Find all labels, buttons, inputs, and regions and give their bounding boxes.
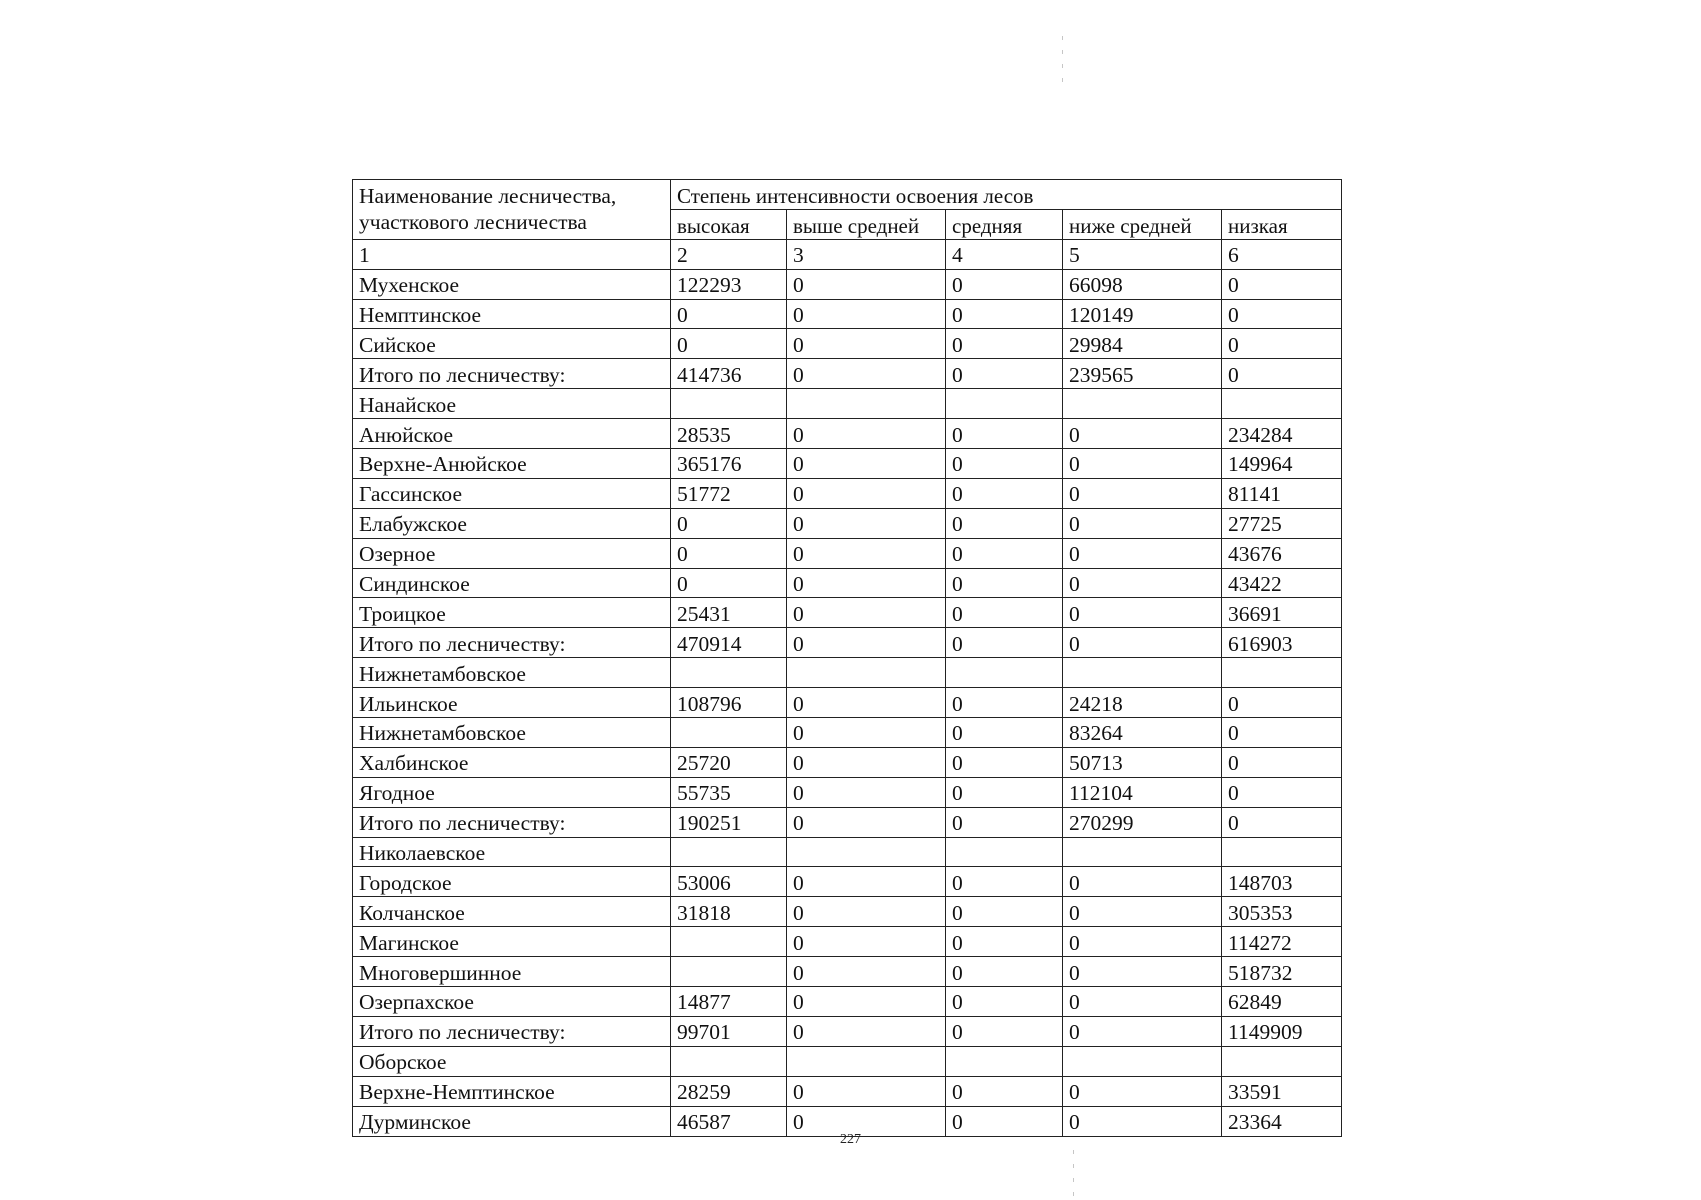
cell-below-average [1063,658,1222,688]
cell-average: 0 [946,478,1063,508]
cell-low: 616903 [1222,628,1342,658]
cell-low: 27725 [1222,508,1342,538]
header-col-high: высокая [671,209,787,239]
column-number: 3 [787,239,946,269]
cell-above-average: 0 [787,777,946,807]
cell-above-average: 0 [787,897,946,927]
header-number-row [353,239,1342,269]
cell-below-average [1063,837,1222,867]
cell-below-average [1063,1046,1222,1076]
table-row [353,568,1342,598]
cell-name: Синдинское [353,568,671,598]
cell-above-average [787,658,946,688]
cell-average: 0 [946,449,1063,479]
table-row [353,598,1342,628]
cell-high: 0 [671,508,787,538]
cell-above-average: 0 [787,538,946,568]
cell-above-average: 0 [787,419,946,449]
forestry-table-container [352,179,1341,1137]
cell-average: 0 [946,269,1063,299]
cell-above-average: 0 [787,628,946,658]
cell-name: Ягодное [353,777,671,807]
cell-above-average: 0 [787,269,946,299]
cell-high: 55735 [671,777,787,807]
cell-low [1222,1046,1342,1076]
cell-average: 0 [946,628,1063,658]
cell-name: Озерпахское [353,987,671,1017]
cell-below-average: 112104 [1063,777,1222,807]
table-row [353,867,1342,897]
cell-average: 0 [946,329,1063,359]
cell-above-average: 0 [787,568,946,598]
header-col-average: средняя [946,209,1063,239]
header-name-column: Наименование лесничества, участкового лесничества [353,180,671,240]
header-col-low: низкая [1222,209,1342,239]
cell-high: 31818 [671,897,787,927]
cell-average: 0 [946,299,1063,329]
cell-average: 0 [946,538,1063,568]
cell-average: 0 [946,747,1063,777]
cell-high [671,389,787,419]
table-row [353,718,1342,748]
cell-above-average: 0 [787,299,946,329]
cell-above-average: 0 [787,867,946,897]
cell-below-average: 0 [1063,419,1222,449]
cell-high [671,927,787,957]
cell-average: 0 [946,957,1063,987]
table-row [353,538,1342,568]
cell-below-average: 0 [1063,478,1222,508]
table-row [353,927,1342,957]
cell-high: 28259 [671,1076,787,1106]
cell-average: 0 [946,867,1063,897]
table-row [353,1076,1342,1106]
cell-above-average: 0 [787,987,946,1017]
cell-low: 0 [1222,747,1342,777]
cell-low [1222,837,1342,867]
cell-high: 0 [671,538,787,568]
page-number: 227 [840,1132,861,1147]
cell-name: Николаевское [353,837,671,867]
cell-above-average: 0 [787,688,946,718]
cell-low: 0 [1222,269,1342,299]
table-row [353,1046,1342,1076]
cell-average: 0 [946,568,1063,598]
cell-name: Елабужское [353,508,671,538]
column-number: 6 [1222,239,1342,269]
cell-name: Сийское [353,329,671,359]
cell-high: 25431 [671,598,787,628]
cell-name: Ильинское [353,688,671,718]
table-row [353,777,1342,807]
cell-low [1222,389,1342,419]
cell-name: Колчанское [353,897,671,927]
cell-low: 0 [1222,329,1342,359]
table-row [353,269,1342,299]
table-row [353,747,1342,777]
cell-below-average: 0 [1063,628,1222,658]
cell-low [1222,658,1342,688]
header-col-below-average: ниже средней [1063,209,1222,239]
table-row [353,329,1342,359]
table-row [353,987,1342,1017]
table-row [353,897,1342,927]
cell-below-average: 120149 [1063,299,1222,329]
cell-name: Нижнетамбовское [353,658,671,688]
cell-name: Мухенское [353,269,671,299]
table-row [353,1016,1342,1046]
cell-low: 148703 [1222,867,1342,897]
cell-low: 43422 [1222,568,1342,598]
cell-high: 108796 [671,688,787,718]
cell-average: 0 [946,987,1063,1017]
cell-above-average: 0 [787,807,946,837]
cell-below-average: 29984 [1063,329,1222,359]
cell-high: 0 [671,299,787,329]
header-col-above-average: выше средней [787,209,946,239]
cell-high: 122293 [671,269,787,299]
table-row [353,478,1342,508]
cell-above-average [787,1046,946,1076]
cell-high: 14877 [671,987,787,1017]
cell-high [671,837,787,867]
cell-above-average: 0 [787,329,946,359]
cell-average: 0 [946,1076,1063,1106]
cell-above-average: 0 [787,508,946,538]
cell-high: 25720 [671,747,787,777]
scan-artifact [1073,1150,1074,1200]
table-row [353,837,1342,867]
cell-above-average [787,837,946,867]
cell-low: 33591 [1222,1076,1342,1106]
cell-high [671,658,787,688]
cell-below-average: 0 [1063,897,1222,927]
cell-average [946,837,1063,867]
cell-name: Нанайское [353,389,671,419]
cell-below-average: 0 [1063,1076,1222,1106]
cell-below-average: 0 [1063,449,1222,479]
cell-above-average: 0 [787,957,946,987]
cell-below-average: 0 [1063,598,1222,628]
cell-below-average: 50713 [1063,747,1222,777]
cell-above-average: 0 [787,359,946,389]
cell-high: 190251 [671,807,787,837]
scan-artifact [1062,36,1063,86]
cell-high: 365176 [671,449,787,479]
cell-below-average: 83264 [1063,718,1222,748]
cell-below-average: 66098 [1063,269,1222,299]
cell-average: 0 [946,688,1063,718]
cell-name: Анюйское [353,419,671,449]
cell-below-average: 0 [1063,1016,1222,1046]
table-row [353,299,1342,329]
table-body [353,180,1342,1137]
cell-low: 81141 [1222,478,1342,508]
cell-name: Многовершинное [353,957,671,987]
cell-below-average: 24218 [1063,688,1222,718]
cell-name: Итого по лесничеству: [353,1016,671,1046]
cell-high [671,718,787,748]
cell-above-average: 0 [787,747,946,777]
cell-name: Верхне-Анюйское [353,449,671,479]
cell-below-average: 0 [1063,508,1222,538]
cell-low: 0 [1222,718,1342,748]
cell-average [946,1046,1063,1076]
cell-low: 0 [1222,807,1342,837]
table-row [353,957,1342,987]
cell-below-average: 0 [1063,987,1222,1017]
cell-below-average: 270299 [1063,807,1222,837]
cell-low: 0 [1222,777,1342,807]
cell-below-average: 0 [1063,957,1222,987]
cell-low: 234284 [1222,419,1342,449]
cell-above-average [787,389,946,419]
cell-above-average: 0 [787,1106,946,1136]
cell-high: 99701 [671,1016,787,1046]
cell-below-average [1063,389,1222,419]
cell-average: 0 [946,419,1063,449]
column-number: 1 [353,239,671,269]
cell-below-average: 0 [1063,867,1222,897]
cell-low: 149964 [1222,449,1342,479]
cell-name: Троицкое [353,598,671,628]
cell-average: 0 [946,807,1063,837]
table-row [353,359,1342,389]
cell-low: 36691 [1222,598,1342,628]
cell-name: Немптинское [353,299,671,329]
cell-high: 51772 [671,478,787,508]
cell-low: 0 [1222,299,1342,329]
cell-name: Итого по лесничеству: [353,807,671,837]
cell-high: 28535 [671,419,787,449]
cell-high: 414736 [671,359,787,389]
column-number: 5 [1063,239,1222,269]
cell-high: 470914 [671,628,787,658]
cell-above-average: 0 [787,718,946,748]
cell-high: 46587 [671,1106,787,1136]
cell-below-average: 239565 [1063,359,1222,389]
cell-low: 305353 [1222,897,1342,927]
cell-average: 0 [946,777,1063,807]
table-row [353,807,1342,837]
cell-average: 0 [946,927,1063,957]
cell-high: 53006 [671,867,787,897]
cell-high [671,957,787,987]
cell-below-average: 0 [1063,927,1222,957]
cell-low: 518732 [1222,957,1342,987]
cell-below-average: 0 [1063,568,1222,598]
table-row [353,508,1342,538]
table-row [353,658,1342,688]
header-group-intensity: Степень интенсивности освоения лесов [671,180,1342,210]
forest-intensity-table [352,179,1342,1137]
cell-low: 43676 [1222,538,1342,568]
cell-name: Городское [353,867,671,897]
cell-average: 0 [946,359,1063,389]
cell-below-average: 0 [1063,1106,1222,1136]
cell-average: 0 [946,897,1063,927]
cell-high: 0 [671,568,787,598]
cell-name: Халбинское [353,747,671,777]
cell-above-average: 0 [787,927,946,957]
cell-average: 0 [946,718,1063,748]
cell-high [671,1046,787,1076]
cell-low: 114272 [1222,927,1342,957]
cell-average: 0 [946,1016,1063,1046]
table-row [353,389,1342,419]
cell-above-average: 0 [787,598,946,628]
cell-name: Дурминское [353,1106,671,1136]
table-row [353,419,1342,449]
header-row-1 [353,180,1342,210]
cell-below-average: 0 [1063,538,1222,568]
table-row [353,628,1342,658]
cell-name: Озерное [353,538,671,568]
cell-name: Итого по лесничеству: [353,359,671,389]
cell-average: 0 [946,508,1063,538]
cell-name: Оборское [353,1046,671,1076]
cell-low: 62849 [1222,987,1342,1017]
cell-name: Нижнетамбовское [353,718,671,748]
table-row [353,688,1342,718]
cell-low: 0 [1222,359,1342,389]
cell-average: 0 [946,598,1063,628]
cell-name: Верхне-Немптинское [353,1076,671,1106]
cell-name: Магинское [353,927,671,957]
cell-low: 0 [1222,688,1342,718]
cell-average [946,389,1063,419]
cell-name: Гассинское [353,478,671,508]
cell-above-average: 0 [787,1016,946,1046]
cell-above-average: 0 [787,449,946,479]
cell-above-average: 0 [787,1076,946,1106]
table-row [353,449,1342,479]
cell-average [946,658,1063,688]
cell-low: 1149909 [1222,1016,1342,1046]
cell-average: 0 [946,1106,1063,1136]
cell-above-average: 0 [787,478,946,508]
column-number: 2 [671,239,787,269]
cell-low: 23364 [1222,1106,1342,1136]
cell-high: 0 [671,329,787,359]
cell-name: Итого по лесничеству: [353,628,671,658]
column-number: 4 [946,239,1063,269]
